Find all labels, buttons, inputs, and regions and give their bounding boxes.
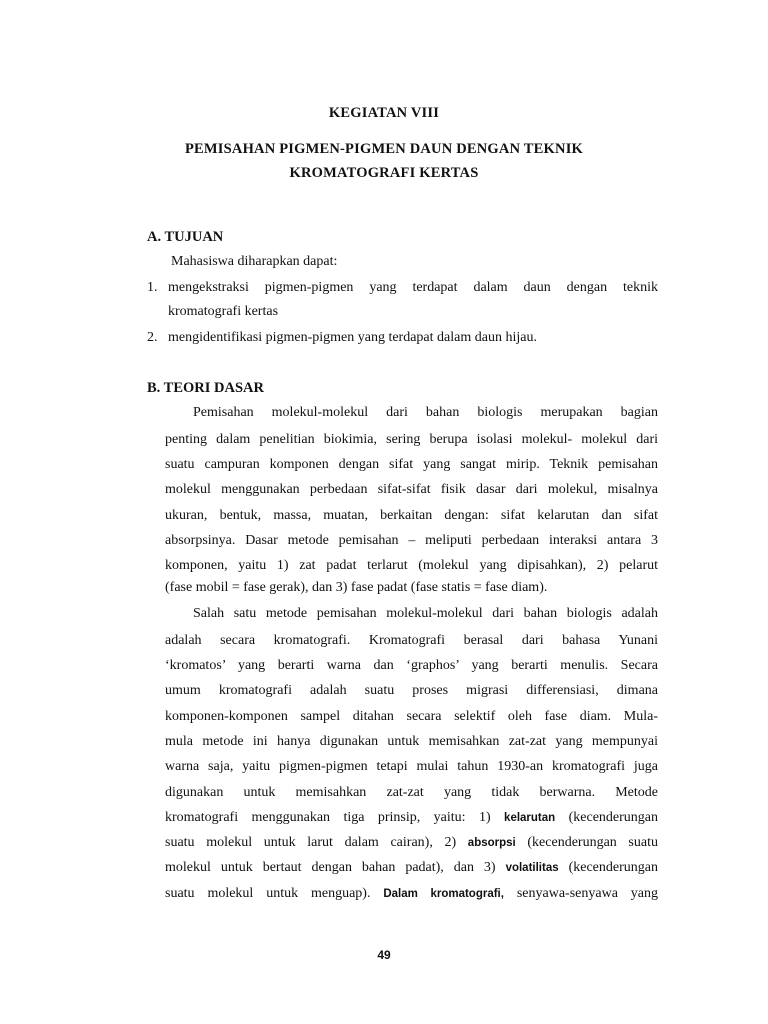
- paragraph-line: absorpsinya. Dasar metode pemisahan – meliputi perbedaan interaksi antara 3: [165, 533, 658, 548]
- bold-term-kelarutan: kelarutan: [504, 812, 556, 824]
- text-run: molekul untuk bertaut dengan bahan padat), dan 3): [165, 860, 506, 875]
- text-run: suatu molekul untuk larut dalam cairan), 2): [165, 835, 468, 850]
- section-a-intro: Mahasiswa diharapkan dapat:: [171, 254, 338, 269]
- list-item-text: mengekstraksi pigmen-pigmen yang terdapat dalam daun dengan teknik: [168, 280, 658, 295]
- paragraph-line: digunakan untuk memisahkan zat-zat yang tidak berwarna. Metode: [165, 785, 658, 800]
- text-run: suatu molekul untuk menguap).: [165, 886, 384, 901]
- text-run: (kecenderungan suatu: [515, 835, 658, 850]
- paragraph-line: ‘kromatos’ yang berarti warna dan ‘graphos’ yang berarti menulis. Secara: [165, 658, 658, 673]
- paragraph-line: warna saja, yaitu pigmen-pigmen tetapi mulai tahun 1930-an kromatografi juga: [165, 759, 658, 774]
- page-title: KEGIATAN VIII: [328, 105, 440, 121]
- text-run: kromatografi menggunakan tiga prinsip, yaitu: 1): [165, 810, 505, 825]
- paragraph-line: [165, 886, 658, 902]
- text-run: senyawa-senyawa yang: [503, 886, 658, 901]
- paragraph-line: umum kromatografi adalah suatu proses migrasi differensiasi, dimana: [165, 683, 658, 698]
- paragraph-line: mula metode ini hanya digunakan untuk memisahkan zat-zat yang mempunyai: [165, 734, 658, 749]
- paragraph-line: [165, 860, 658, 876]
- subtitle-line-1: PEMISAHAN PIGMEN-PIGMEN DAUN DENGAN TEKNIK: [184, 141, 584, 157]
- text-run: (kecenderungan: [555, 810, 658, 825]
- list-item-text-cont: kromatografi kertas: [168, 304, 279, 319]
- paragraph-line: [165, 810, 658, 826]
- list-item-number: 2.: [147, 330, 158, 345]
- text-run: (kecenderungan: [558, 860, 658, 875]
- page-number: 49: [377, 948, 391, 962]
- section-b-heading: B. TEORI DASAR: [147, 380, 264, 396]
- bold-term-volatilitas: volatilitas: [505, 862, 559, 874]
- paragraph-line: molekul menggunakan perbedaan sifat-sifat fisik dasar dari molekul, misalnya: [165, 482, 658, 497]
- paragraph-line: komponen, yaitu 1) zat padat terlarut (molekul yang dipisahkan), 2) pelarut: [165, 558, 658, 573]
- section-a-heading: A. TUJUAN: [147, 229, 224, 245]
- paragraph-line: Pemisahan molekul-molekul dari bahan biologis merupakan bagian: [193, 405, 658, 420]
- list-item-text: mengidentifikasi pigmen-pigmen yang terdapat dalam daun hijau.: [168, 330, 537, 345]
- paragraph-line: penting dalam penelitian biokimia, sering berupa isolasi molekul- molekul dari: [165, 432, 658, 447]
- paragraph-line: suatu campuran komponen dengan sifat yang sangat mirip. Teknik pemisahan: [165, 457, 658, 472]
- paragraph-line: ukuran, bentuk, massa, muatan, berkaitan dengan: sifat kelarutan dan sifat: [165, 508, 658, 523]
- paragraph-line: adalah secara kromatografi. Kromatografi berasal dari bahasa Yunani: [165, 633, 658, 648]
- paragraph-line: [165, 835, 658, 851]
- paragraph-line: komponen-komponen sampel ditahan secara selektif oleh fase diam. Mula-: [165, 709, 658, 724]
- text-run-sans: Dalam kromatografi,: [383, 888, 504, 900]
- list-item-number: 1.: [147, 280, 158, 295]
- paragraph-line: (fase mobil = fase gerak), dan 3) fase padat (fase statis = fase diam).: [165, 580, 548, 595]
- paragraph-line: Salah satu metode pemisahan molekul-molekul dari bahan biologis adalah: [193, 606, 658, 621]
- bold-term-absorpsi: absorpsi: [467, 837, 516, 849]
- subtitle-line-2: KROMATOGRAFI KERTAS: [289, 165, 479, 181]
